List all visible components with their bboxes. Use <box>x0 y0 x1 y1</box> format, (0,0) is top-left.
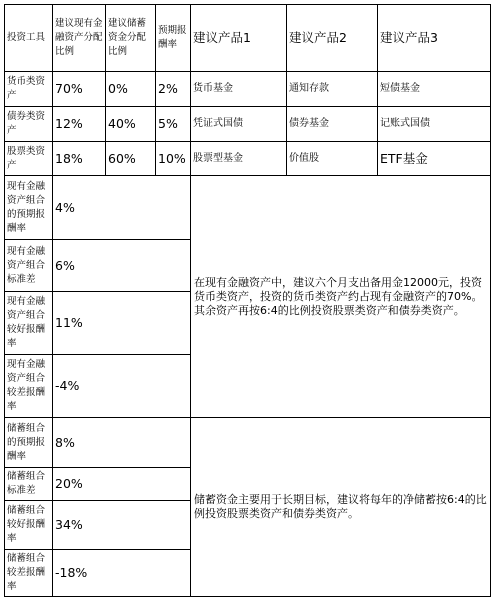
stat-value: -4% <box>53 355 191 418</box>
stat-label: 现有金融资产组合较好报酬率 <box>5 292 53 355</box>
stat-value: 4% <box>53 176 191 240</box>
current-pct: 12% <box>53 107 106 142</box>
product-1: 凭证式国债 <box>191 107 287 142</box>
current-pct: 18% <box>53 142 106 176</box>
header-product-3: 建议产品3 <box>378 5 491 72</box>
stat-label: 现有金融资产组合的预期报酬率 <box>5 176 53 240</box>
header-product-1: 建议产品1 <box>191 5 287 72</box>
tool-name: 股票类资产 <box>5 142 53 176</box>
current-pct: 70% <box>53 72 106 107</box>
stat-value: 8% <box>53 418 191 468</box>
header-current-pct: 建议现有金融资产分配比例 <box>53 5 106 72</box>
stat-label: 储蓄组合的预期报酬率 <box>5 418 53 468</box>
header-savings-pct: 建议储蓄资金分配比例 <box>106 5 156 72</box>
stat-value: 34% <box>53 501 191 550</box>
savings-pct: 40% <box>106 107 156 142</box>
stat-label: 现有金融资产组合较差报酬率 <box>5 355 53 418</box>
table-row <box>5 107 491 142</box>
stat-value: 11% <box>53 292 191 355</box>
header-product-2: 建议产品2 <box>287 5 378 72</box>
stat-label: 储蓄组合较好报酬率 <box>5 501 53 550</box>
product-1: 股票型基金 <box>191 142 287 176</box>
savings-pct: 60% <box>106 142 156 176</box>
current-allocation-note: 在现有金融资产中，建议六个月支出备用金12000元，投资货币类资产，投资的货币类资产约占现有金融资产的70%。其余资产再按6:4的比例投资股票类资产和债券类资产。 <box>191 176 491 418</box>
tool-name: 债券类资产 <box>5 107 53 142</box>
stat-value: 6% <box>53 240 191 292</box>
product-2: 价值股 <box>287 142 378 176</box>
product-3: ETF基金 <box>378 142 491 176</box>
product-2: 债券基金 <box>287 107 378 142</box>
stat-value: -18% <box>53 550 191 597</box>
product-3: 记账式国债 <box>378 107 491 142</box>
table-row <box>5 72 491 107</box>
stat-row <box>5 418 491 468</box>
header-expected-return: 预期报酬率 <box>156 5 191 72</box>
stat-label: 现有金融资产组合标准差 <box>5 240 53 292</box>
stat-label: 储蓄组合标准差 <box>5 468 53 501</box>
product-3: 短债基金 <box>378 72 491 107</box>
expected-return: 5% <box>156 107 191 142</box>
expected-return: 10% <box>156 142 191 176</box>
savings-pct: 0% <box>106 72 156 107</box>
stat-label: 储蓄组合较差报酬率 <box>5 550 53 597</box>
header-row <box>5 5 491 72</box>
product-1: 货币基金 <box>191 72 287 107</box>
stat-value: 20% <box>53 468 191 501</box>
header-tool: 投资工具 <box>5 5 53 72</box>
product-2: 通知存款 <box>287 72 378 107</box>
tool-name: 货币类资产 <box>5 72 53 107</box>
stat-row <box>5 176 491 240</box>
allocation-table <box>4 4 491 597</box>
savings-allocation-note: 储蓄资金主要用于长期目标，建议将每年的净储蓄按6:4的比例投资股票类资产和债券类资产。 <box>191 418 491 597</box>
table-row <box>5 142 491 176</box>
expected-return: 2% <box>156 72 191 107</box>
